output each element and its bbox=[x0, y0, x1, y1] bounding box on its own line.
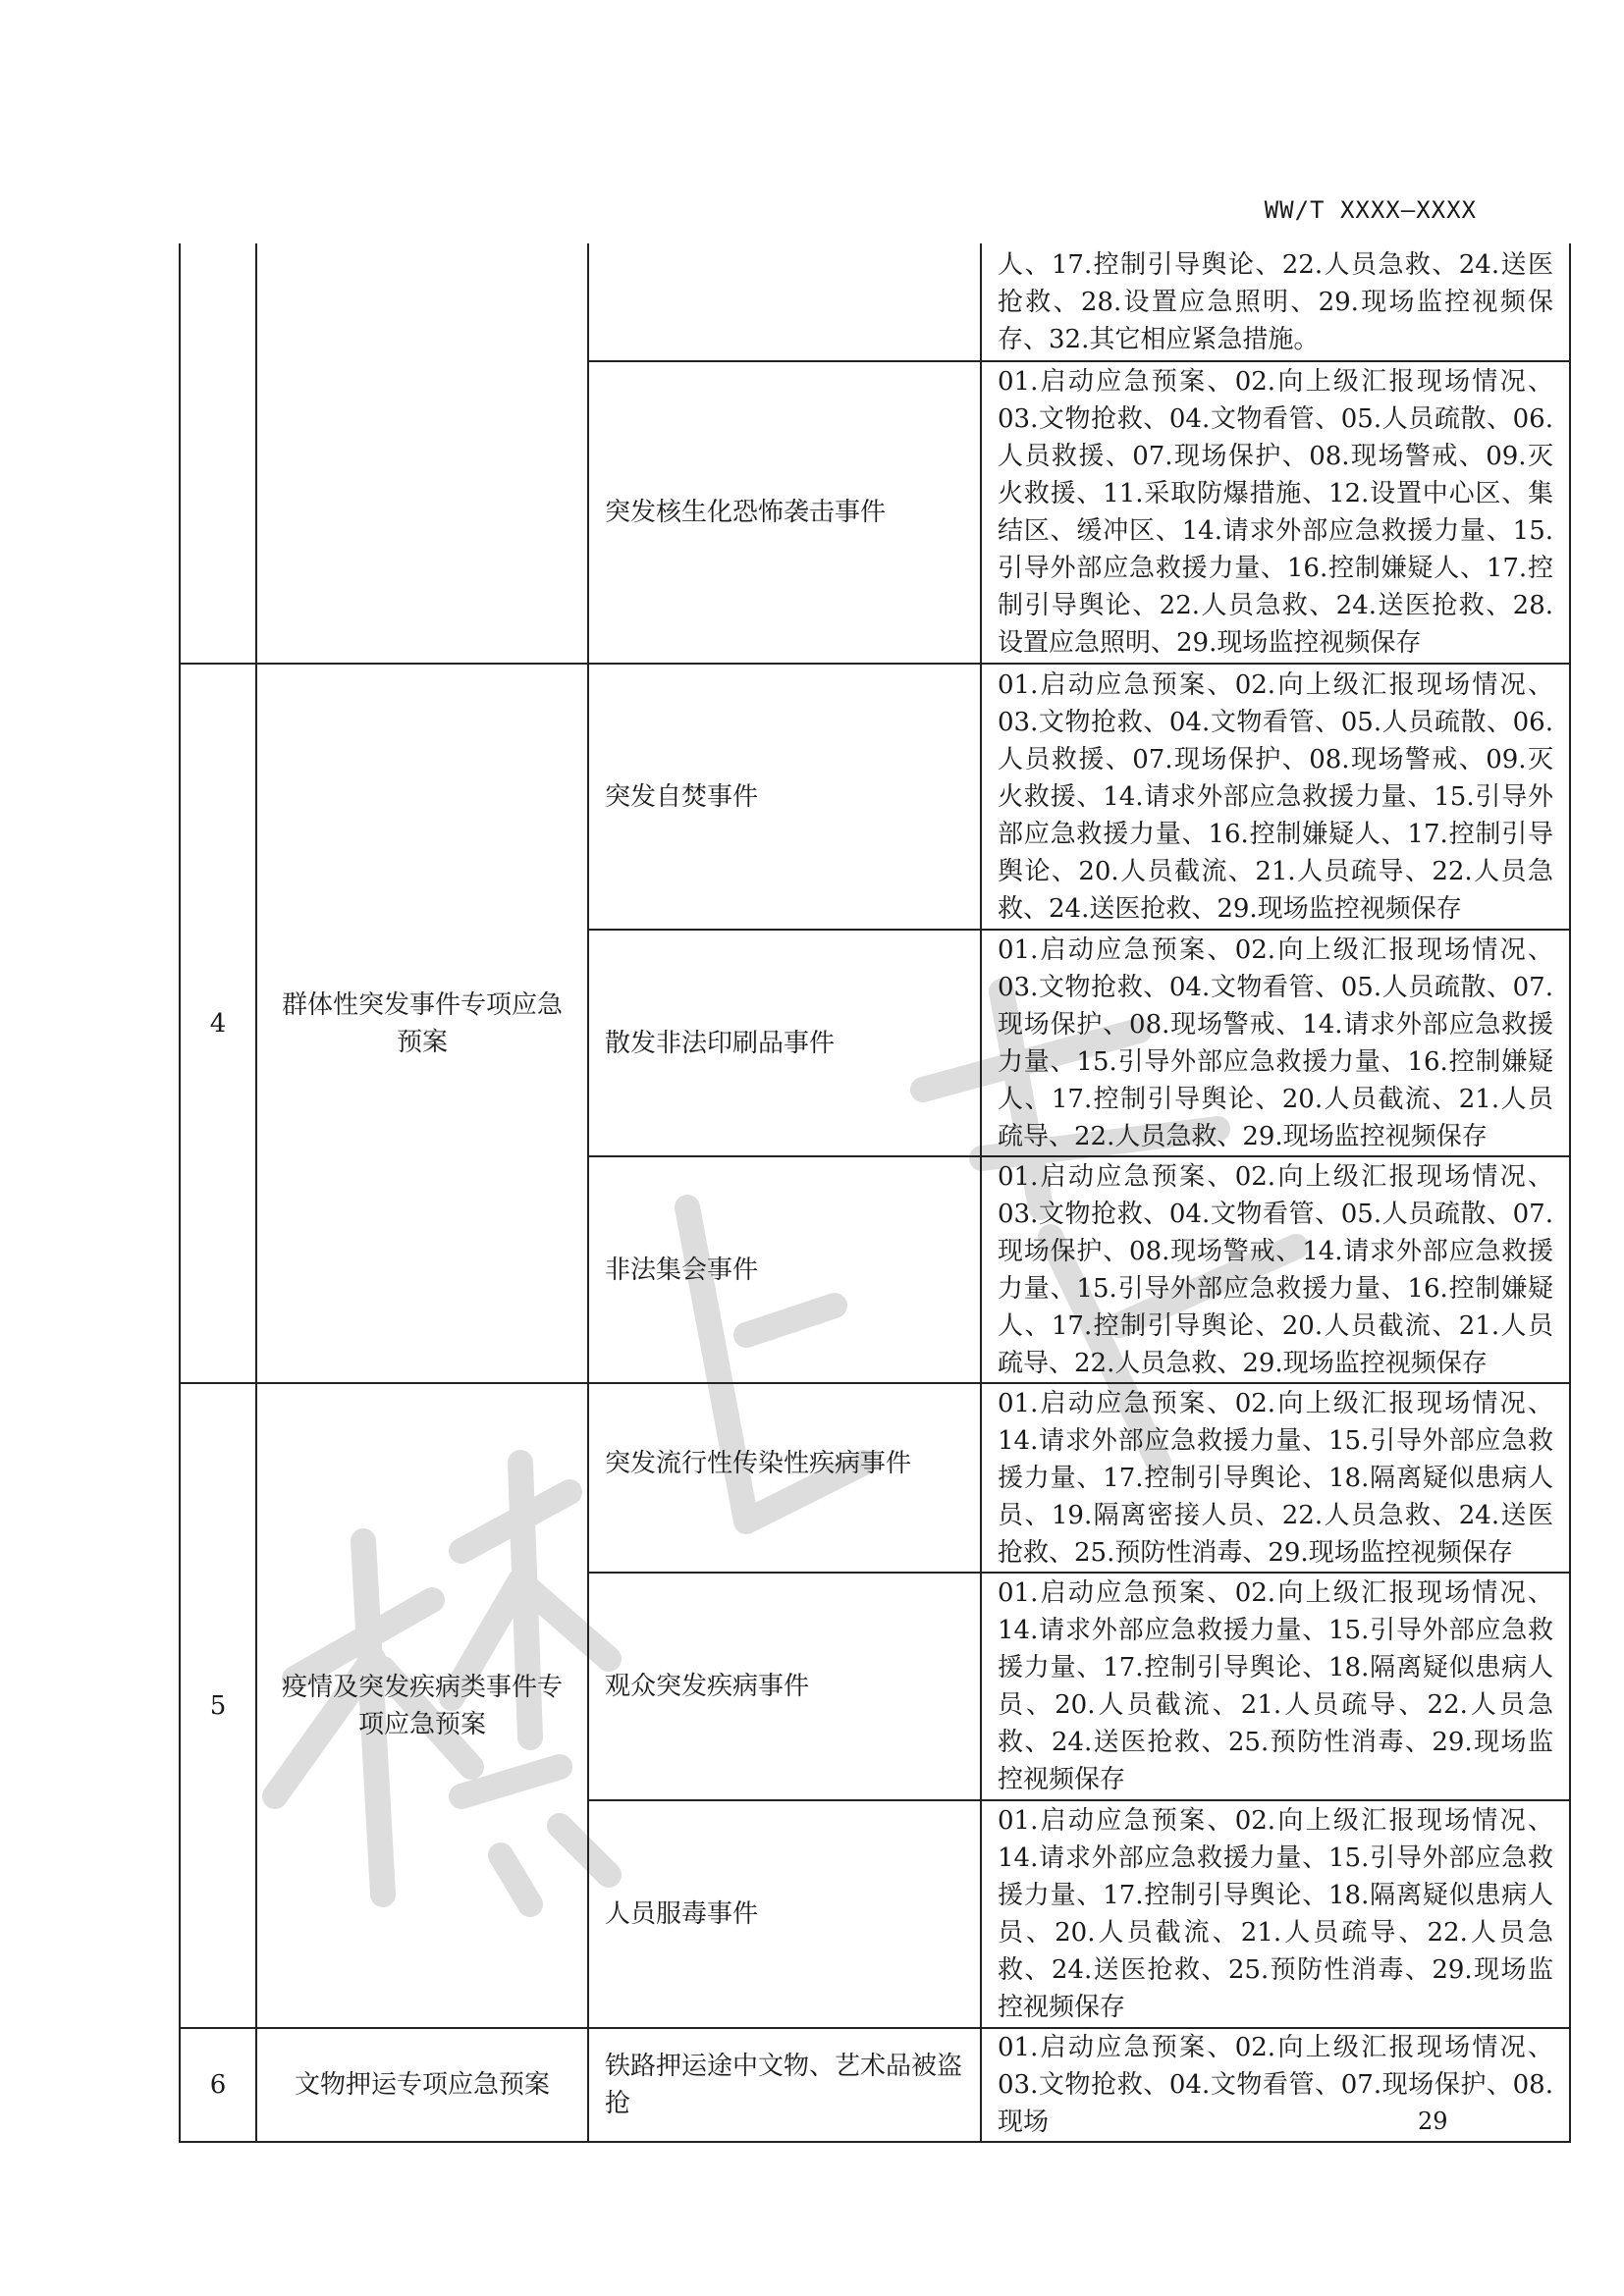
measures-cell: 01.启动应急预案、02.向上级汇报现场情况、03.文物抢救、04.文物看管、05.人员疏散、06.人员救援、07.现场保护、08.现场警戒、09.灭火救援、14.请求外部应急救援力量、15.引导外部应急救援力量、16.控制嫌疑人、17.控制引导舆论、20.人员截流、21.人员疏导、22.人员急救、24.送医抢救、29.现场监控视频保存 bbox=[981, 664, 1570, 930]
event-name-cell: 非法集会事件 bbox=[588, 1156, 981, 1383]
event-name-cell bbox=[588, 243, 981, 361]
row-number-cell: 6 bbox=[180, 2028, 256, 2142]
measures-cell: 01.启动应急预案、02.向上级汇报现场情况、03.文物抢救、04.文物看管、05.人员疏散、07.现场保护、08.现场警戒、14.请求外部应急救援力量、15.引导外部应急救援力量、16.控制嫌疑人、17.控制引导舆论、20.人员截流、21.人员疏导、22.人员急救、29.现场监控视频保存 bbox=[981, 930, 1570, 1156]
measures-cell: 01.启动应急预案、02.向上级汇报现场情况、03.文物抢救、04.文物看管、05.人员疏散、06.人员救援、07.现场保护、08.现场警戒、09.灭火救援、11.采取防爆措施、12.设置中心区、集结区、缓冲区、14.请求外部应急救援力量、15.引导外部应急救援力量、16.控制嫌疑人、17.控制引导舆论、22.人员急救、24.送医抢救、28.设置应急照明、29.现场监控视频保存 bbox=[981, 361, 1570, 664]
event-name-cell: 观众突发疾病事件 bbox=[588, 1573, 981, 1800]
measures-cell: 01.启动应急预案、02.向上级汇报现场情况、14.请求外部应急救援力量、15.引导外部应急救援力量、17.控制引导舆论、18.隔离疑似患病人员、19.隔离密接人员、22.人员急救、24.送医抢救、25.预防性消毒、29.现场监控视频保存 bbox=[981, 1383, 1570, 1573]
plan-name-cell: 疫情及突发疾病类事件专项应急预案 bbox=[256, 1383, 588, 2028]
event-name-cell: 铁路押运途中文物、艺术品被盗抢 bbox=[588, 2028, 981, 2142]
row-number-cell: 5 bbox=[180, 1383, 256, 2028]
emergency-plan-table bbox=[179, 243, 1571, 2143]
event-name-cell: 人员服毒事件 bbox=[588, 1800, 981, 2028]
event-name-cell: 突发核生化恐怖袭击事件 bbox=[588, 361, 981, 664]
row-number-cell bbox=[180, 243, 256, 664]
event-name-cell: 散发非法印刷品事件 bbox=[588, 930, 981, 1156]
row-number-cell: 4 bbox=[180, 664, 256, 1383]
measures-cell: 人、17.控制引导舆论、22.人员急救、24.送医抢救、28.设置应急照明、29.现场监控视频保存、32.其它相应紧急措施。 bbox=[981, 243, 1570, 361]
standard-code: WW/T XXXX—XXXX bbox=[1264, 196, 1477, 224]
event-name-cell: 突发自焚事件 bbox=[588, 664, 981, 930]
event-name-cell: 突发流行性传染性疾病事件 bbox=[588, 1383, 981, 1573]
plan-name-cell: 群体性突发事件专项应急预案 bbox=[256, 664, 588, 1383]
plan-name-cell: 文物押运专项应急预案 bbox=[256, 2028, 588, 2142]
measures-cell: 01.启动应急预案、02.向上级汇报现场情况、03.文物抢救、04.文物看管、07.现场保护、08.现场 bbox=[981, 2028, 1570, 2142]
measures-cell: 01.启动应急预案、02.向上级汇报现场情况、14.请求外部应急救援力量、15.引导外部应急救援力量、17.控制引导舆论、18.隔离疑似患病人员、20.人员截流、21.人员疏导、22.人员急救、24.送医抢救、25.预防性消毒、29.现场监控视频保存 bbox=[981, 1573, 1570, 1800]
table-row bbox=[180, 664, 1570, 930]
table-row bbox=[180, 1383, 1570, 1573]
table-row bbox=[180, 243, 1570, 361]
measures-cell: 01.启动应急预案、02.向上级汇报现场情况、14.请求外部应急救援力量、15.引导外部应急救援力量、17.控制引导舆论、18.隔离疑似患病人员、20.人员截流、21.人员疏导、22.人员急救、24.送医抢救、25.预防性消毒、29.现场监控视频保存 bbox=[981, 1800, 1570, 2028]
table-row bbox=[180, 2028, 1570, 2142]
measures-cell: 01.启动应急预案、02.向上级汇报现场情况、03.文物抢救、04.文物看管、05.人员疏散、07.现场保护、08.现场警戒、14.请求外部应急救援力量、15.引导外部应急救援力量、16.控制嫌疑人、17.控制引导舆论、20.人员截流、21.人员疏导、22.人员急救、29.现场监控视频保存 bbox=[981, 1156, 1570, 1383]
page-number: 29 bbox=[1418, 2108, 1448, 2135]
plan-name-cell bbox=[256, 243, 588, 664]
